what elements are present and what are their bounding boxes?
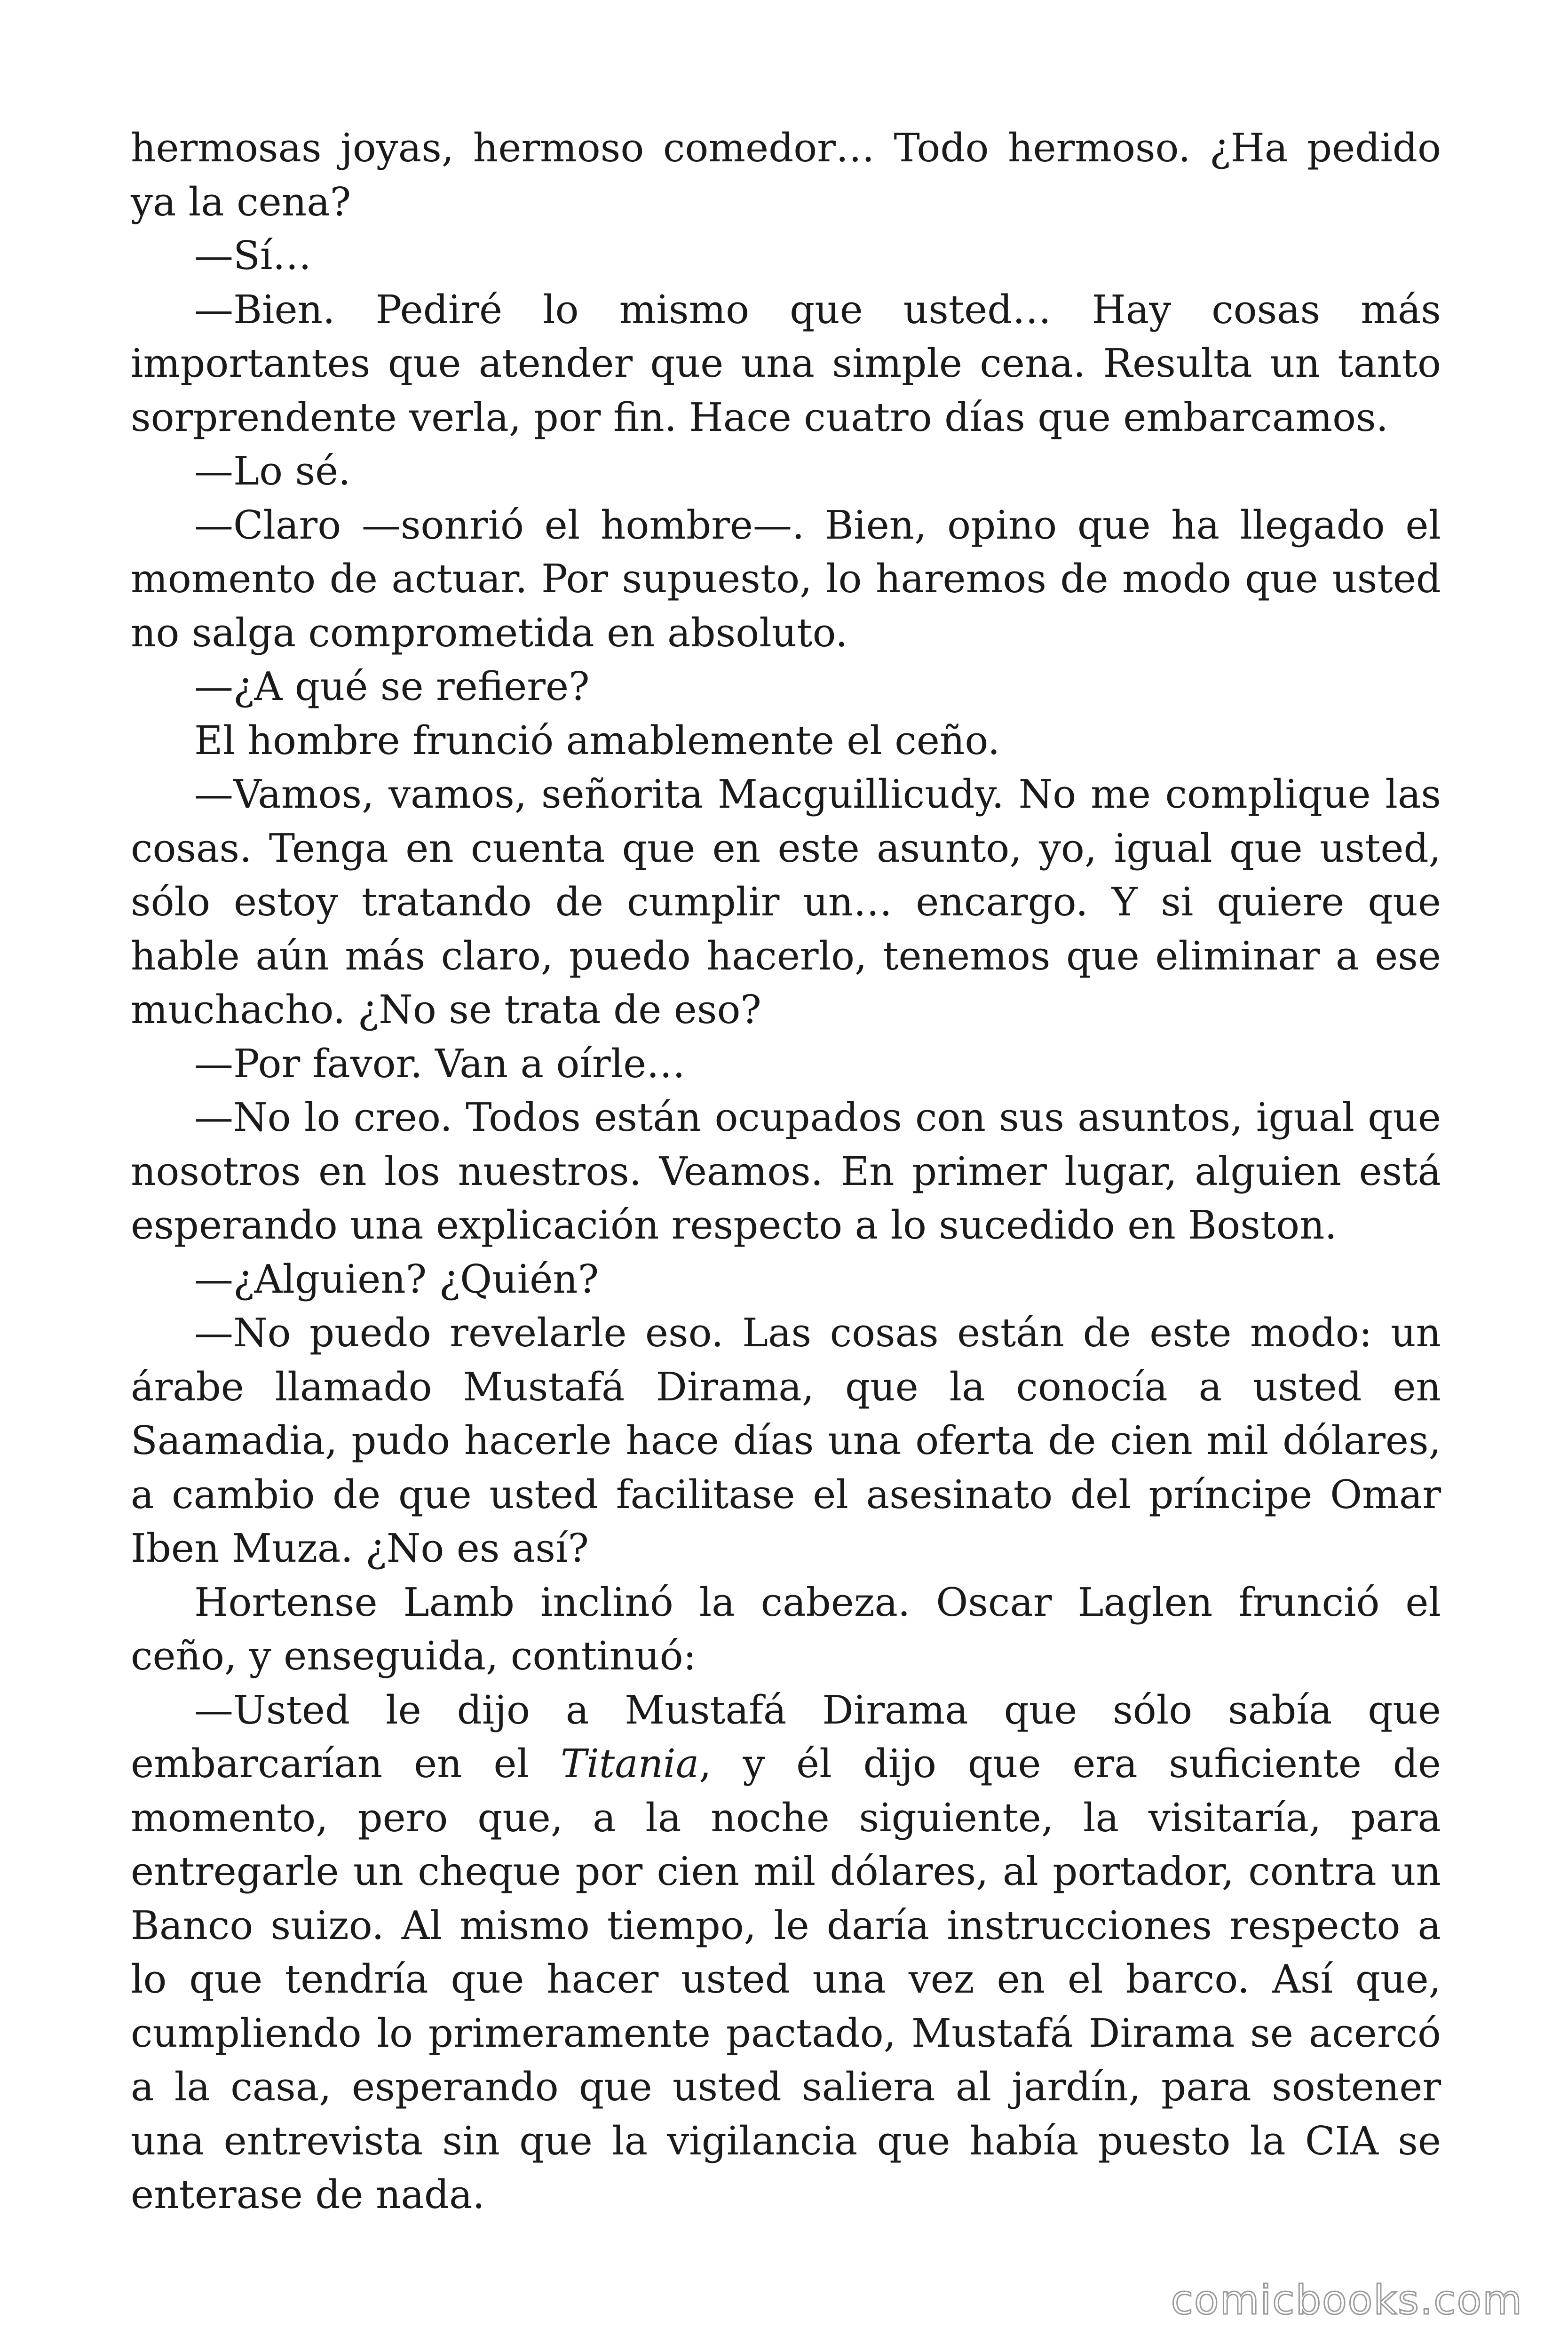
paragraph: —No lo creo. Todos están ocupados con sus asuntos, igual que nosotros en los nuestros. Veamos. En primer lugar, alguien está esperando una explicación respecto a lo sucedido en Boston. (131, 1095, 1441, 1248)
paragraph: hermosas joyas, hermoso comedor… Todo hermoso. ¿Ha pedido ya la cena? (131, 125, 1441, 225)
paragraph: —¿A qué se refiere? (194, 664, 590, 709)
paragraph: Hortense Lamb inclinó la cabeza. Oscar Laglen frunció el ceño, y enseguida, continuó: (131, 1579, 1441, 1679)
paragraph: —Vamos, vamos, señorita Macguillicudy. No me complique las cosas. Tenga en cuenta que en este asunto, yo, igual que usted, sólo estoy tratando de cumplir un… encargo. Y si quiere que hable aún más claro, puedo hacerlo, tenemos que eliminar a ese muchacho. ¿No se trata de eso? (131, 771, 1441, 1033)
final-paragraph (131, 1684, 1441, 2222)
paragraph: —Lo sé. (194, 448, 351, 494)
final-paragraph-end: , y él dijo que era suficiente de momento, pero que, a la noche siguiente, la visitaría, para entregarle un cheque por cien mil dólares, al portador, contra un Banco suizo. Al mismo tiempo, le daría instrucciones respecto a lo que tendría que hacer usted una vez en el barco. Así que, cumpliendo lo primeramente pactado, Mustafá Dirama se acercó a la casa, esperando que usted saliera al jardín, para sostener una entrevista sin que la vigilancia que había puesto la CIA se enterase de nada. (131, 1741, 1441, 2217)
paragraph: —Claro —sonrió el hombre—. Bien, opino que ha llegado el momento de actuar. Por supuesto, lo haremos de modo que usted no salga comprometida en absoluto. (131, 502, 1441, 656)
book-page-body (131, 121, 1441, 2222)
paragraph: —No puedo revelarle eso. Las cosas están de este modo: un árabe llamado Mustafá Dirama, que la conocía a usted en Saamadia, pudo hacerle hace días una oferta de cien mil dólares, a cambio de que usted facilitase el asesinato del príncipe Omar Iben Muza. ¿No es así? (131, 1310, 1441, 1571)
watermark-text: comicbooks.com (1171, 2277, 1523, 2324)
paragraph: —Por favor. Van a oírle… (194, 1041, 686, 1087)
paragraph: —¿Alguien? ¿Quién? (194, 1256, 599, 1302)
final-paragraph-start: —Usted le dijo a Mustafá Dirama que sólo sabía que embarcarían en el (131, 1687, 1441, 1787)
paragraph: El hombre frunció amablemente el ceño. (194, 717, 1000, 763)
ship-name-italic: Titania (560, 1741, 699, 1787)
paragraph: —Bien. Pediré lo mismo que usted… Hay cosas más importantes que atender que una simple cena. Resulta un tanto sorprendente verla, por fin. Hace cuatro días que embarcamos. (131, 286, 1441, 440)
paragraph: —Sí… (194, 233, 312, 278)
